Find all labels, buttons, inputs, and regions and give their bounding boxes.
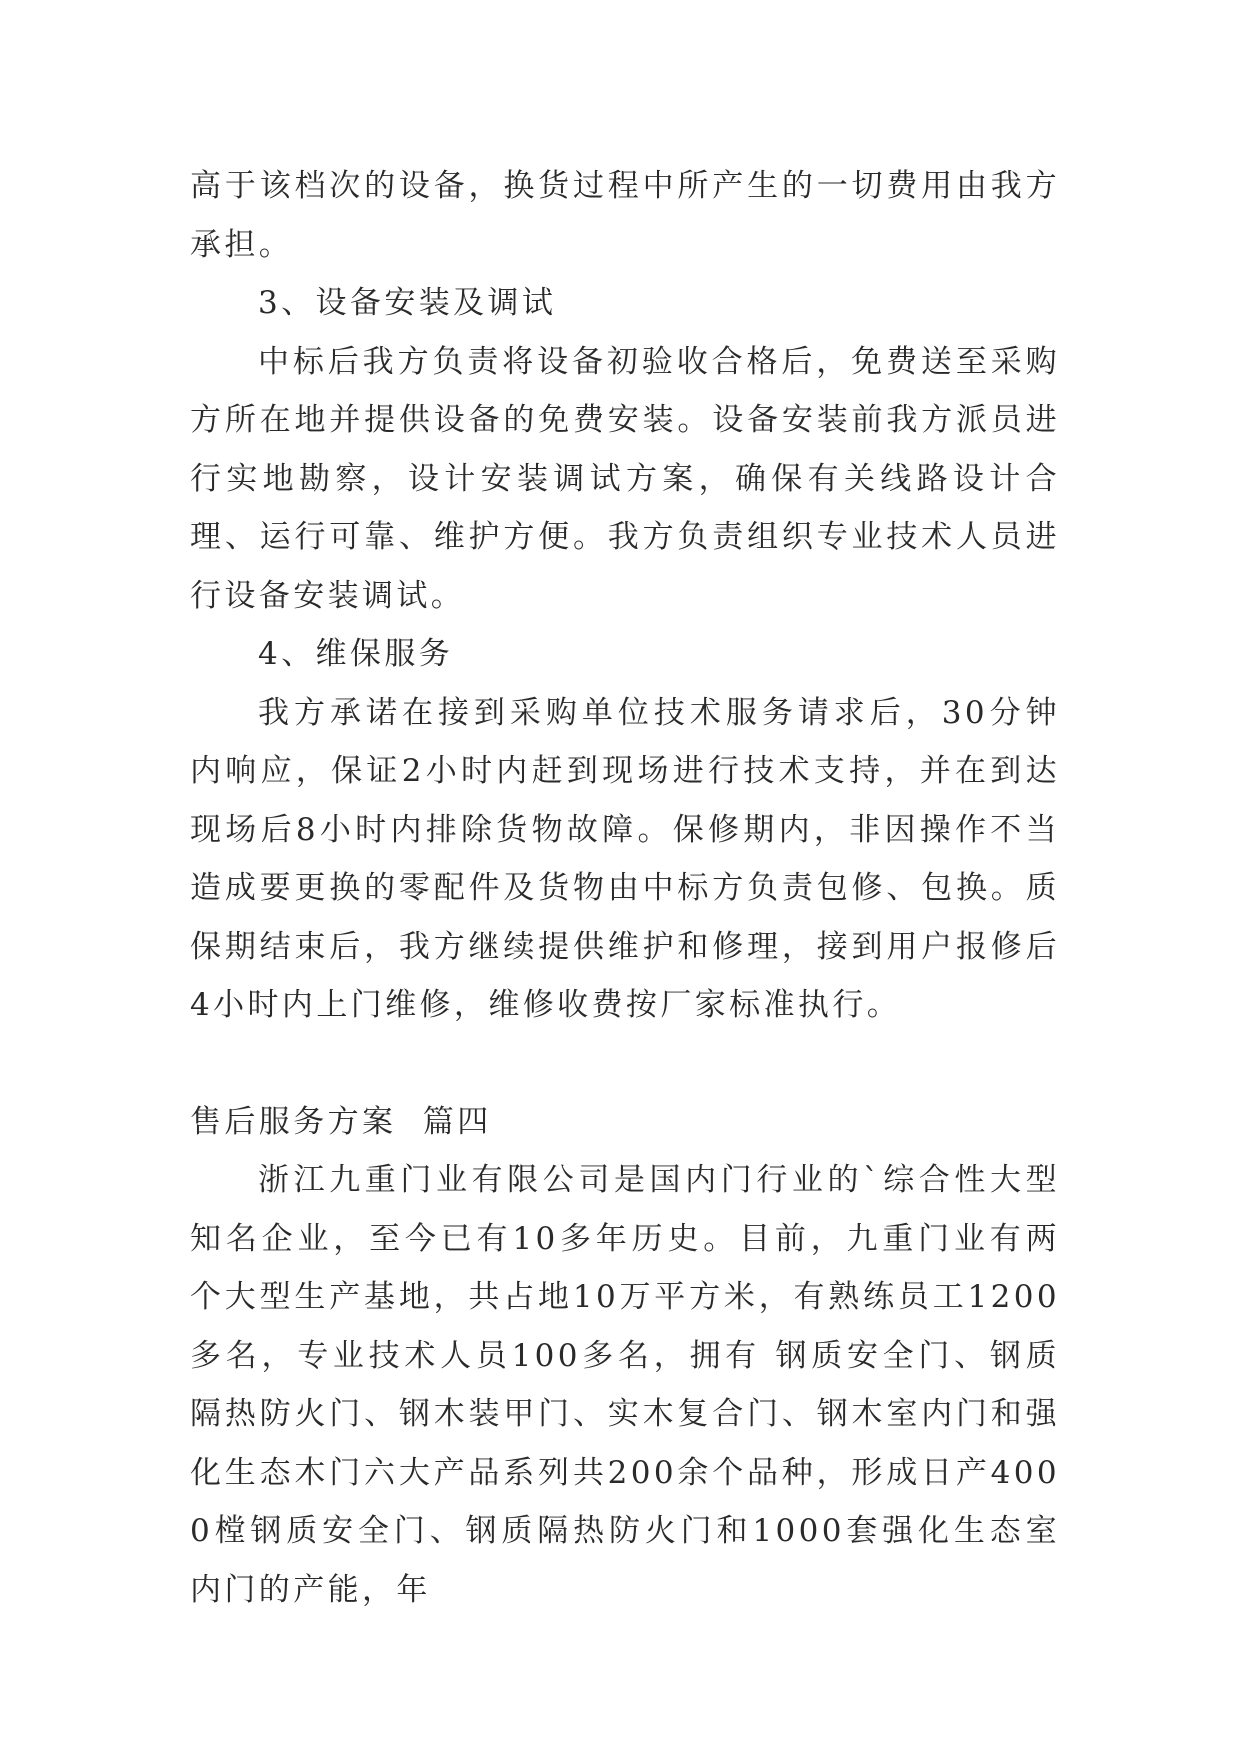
paragraph-replacement-cost: 高于该档次的设备，换货过程中所产生的一切费用由我方承担。: [190, 168, 1060, 263]
heading-installation-debugging: 3、设备安装及调试: [258, 285, 557, 321]
paragraph-maintenance: 我方承诺在接到采购单位技术服务请求后，30分钟内响应，保证2小时内赶到现场进行技术支持，并在到达现场后8小时内排除货物故障。保修期内，非因操作不当造成要更换的零配件及货物由中标方负责包修、包换。质保期结束后，我方继续提供维护和修理，接到用户报修后4小时内上门维修，维修收费按厂家标准执行。: [190, 694, 1060, 1023]
paragraph-installation: 中标后我方负责将设备初验收合格后，免费送至采购方所在地并提供设备的免费安装。设备安装前我方派员进行实地勘察，设计安装调试方案，确保有关线路设计合理、运行可靠、维护方便。我方负责组织专业技术人员进行设备安装调试。: [190, 343, 1060, 614]
section-spacer: [190, 1035, 1060, 1093]
paragraph-company-intro: 浙江九重门业有限公司是国内门行业的`综合性大型知名企业，至今已有10多年历史。目前，九重门业有两个大型生产基地，共占地10万平方米，有熟练员工1200多名，专业技术人员100多名，拥有 钢质安全门、钢质隔热防火门、钢木装甲门、实木复合门、钢木室内门和强化生态木门六大产品系列共200余个品种，形成日产4000樘钢质安全门、钢质隔热防火门和1000套强化生态室内门的产能，年: [190, 1162, 1060, 1608]
heading-maintenance-service: 4、维保服务: [258, 636, 454, 672]
document-body: [190, 157, 1060, 1619]
section-title: 售后服务方案 篇四: [190, 1103, 492, 1140]
